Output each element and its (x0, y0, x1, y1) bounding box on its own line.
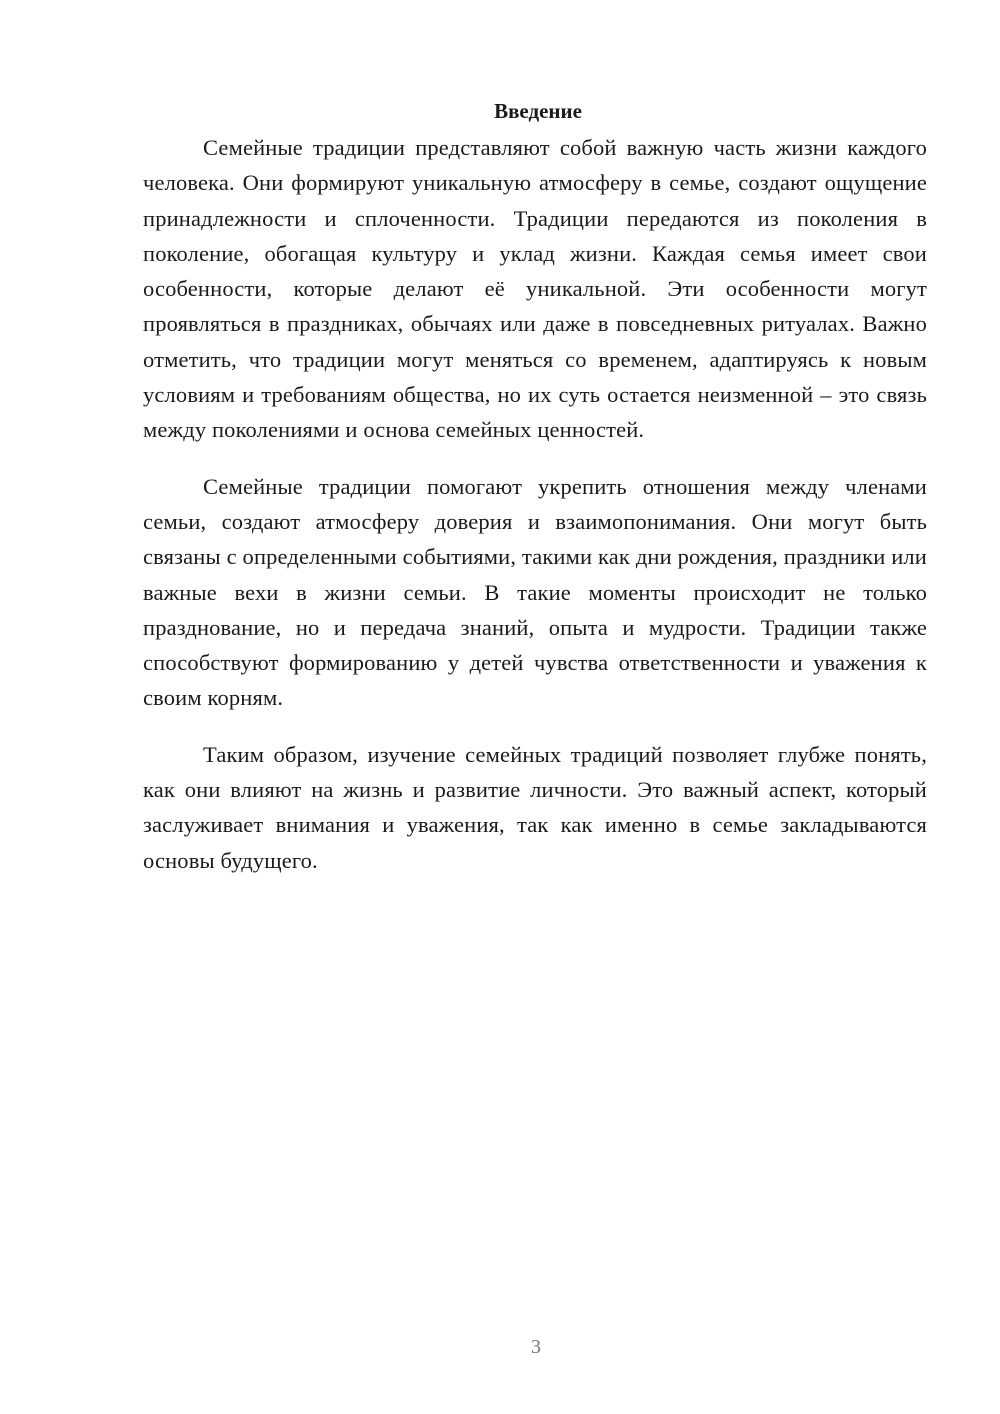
page-content (143, 95, 927, 899)
paragraph-relationships: Семейные традиции помогают укрепить отношения между членами семьи, создают атмосферу доверия и взаимопонимания. Они могут быть связаны с определенными событиями, такими как дни рождения, праздники или важные вехи в жизни семьи. В такие моменты происходит не только празднование, но и передача знаний, опыта и мудрости. Традиции также способствуют формированию у детей чувства ответственности и уважения к своим корням. (143, 473, 927, 711)
page-number: 3 (531, 1336, 541, 1358)
section-title: Введение (494, 99, 582, 123)
paragraph-conclusion: Таким образом, изучение семейных традиций позволяет глубже понять, как они влияют на жизнь и развитие личности. Это важный аспект, который заслуживает внимания и уважения, так как именно в семье закладываются основы будущего. (143, 741, 927, 873)
paragraph-intro: Семейные традиции представляют собой важную часть жизни каждого человека. Они формируют уникальную атмосферу в семье, создают ощущение принадлежности и сплоченности. Традиции передаются из поколения в поколение, обогащая культуру и уклад жизни. Каждая семья имеет свои особенности, которые делают её уникальной. Эти особенности могут проявляться в праздниках, обычаях или даже в повседневных ритуалах. Важно отметить, что традиции могут меняться со временем, адаптируясь к новым условиям и требованиям общества, но их суть остается неизменной – это связь между поколениями и основа семейных ценностей. (143, 135, 927, 443)
